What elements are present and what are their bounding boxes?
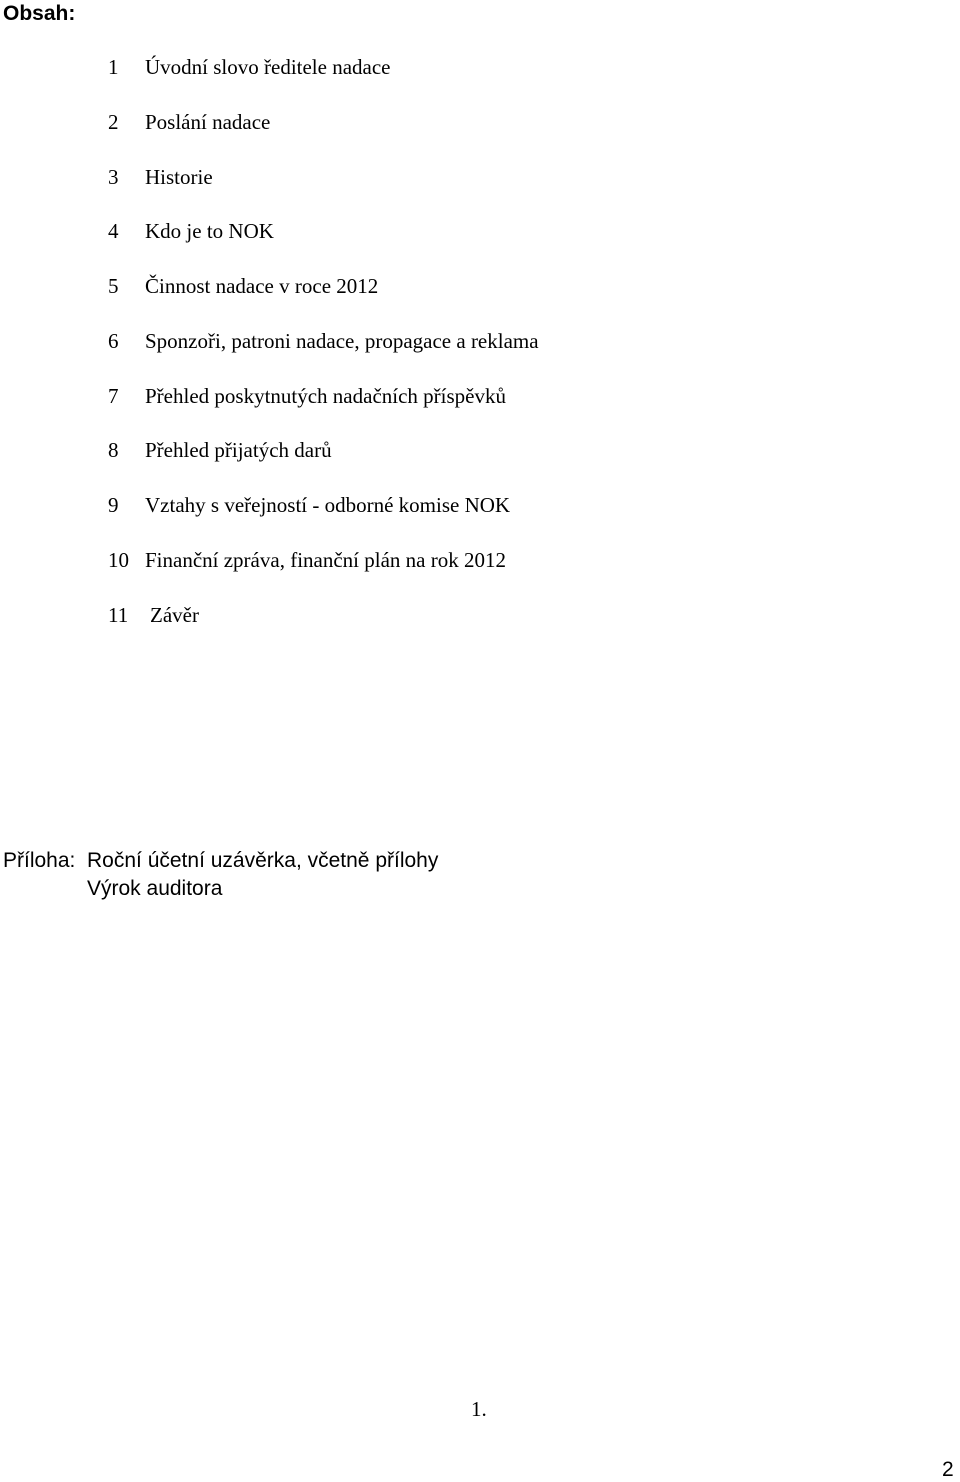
toc-item (108, 602, 199, 628)
toc-item (108, 164, 213, 190)
toc-item-number: 2 (108, 110, 119, 134)
toc-item (108, 547, 506, 573)
toc-item-label: Poslání nadace (145, 110, 271, 134)
toc-item-number: 7 (108, 384, 119, 408)
toc-item (108, 273, 378, 299)
toc-item-label: Kdo je to NOK (145, 219, 274, 243)
toc-item (108, 328, 539, 354)
toc-item-label: Přehled přijatých darů (145, 438, 332, 462)
toc-item-number: 1 (108, 55, 119, 79)
toc-item-number: 3 (108, 165, 119, 189)
appendix-item: Výrok auditora (87, 877, 223, 900)
appendix-block (3, 847, 438, 903)
toc-item-label: Historie (145, 165, 213, 189)
toc-item (108, 218, 274, 244)
appendix-line (3, 875, 438, 903)
toc-item-number: 6 (108, 329, 119, 353)
toc-item-label: Úvodní slovo ředitele nadace (145, 55, 391, 79)
toc-item (108, 383, 506, 409)
toc-item-number: 8 (108, 438, 119, 462)
toc-heading: Obsah: (3, 2, 76, 25)
appendix-label: Příloha: (3, 849, 76, 872)
toc-item-label: Sponzoři, patroni nadace, propagace a reklama (145, 329, 539, 353)
toc-item-label: Finanční zpráva, finanční plán na rok 2012 (145, 548, 506, 572)
page-number: 2 (942, 1458, 954, 1481)
appendix-item: Roční účetní uzávěrka, včetně přílohy (87, 849, 439, 872)
toc-item-number: 11 (108, 603, 129, 627)
toc-item (108, 54, 391, 80)
toc-item-number: 5 (108, 274, 119, 298)
toc-item-number: 4 (108, 219, 119, 243)
toc-item-label: Činnost nadace v roce 2012 (145, 274, 379, 298)
toc-item-label: Závěr (150, 603, 199, 627)
section-number: 1. (471, 1397, 487, 1421)
toc-item-number: 9 (108, 493, 119, 517)
toc-item-label: Přehled poskytnutých nadačních příspěvků (145, 384, 506, 408)
toc-item (108, 109, 270, 135)
toc-item-label: Vztahy s veřejností - odborné komise NOK (145, 493, 511, 517)
toc-item (108, 492, 510, 518)
toc-item-number: 10 (108, 548, 129, 572)
appendix-line (3, 847, 438, 875)
toc-item (108, 437, 332, 463)
